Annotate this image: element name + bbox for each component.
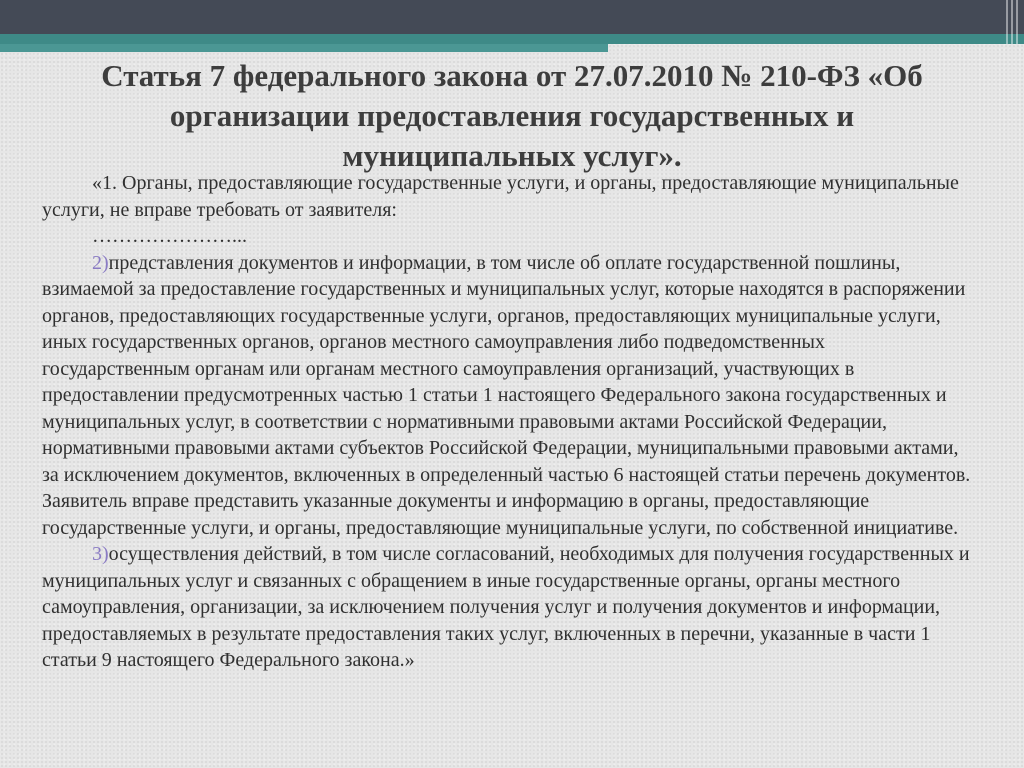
accent-stripe (0, 34, 1024, 44)
paragraph-text: «1. Органы, предоставляющие государственные услуги, и органы, предоставляющие муниципальные услуги, не вправе требовать от заявителя: (42, 172, 959, 221)
accent-band (0, 44, 608, 52)
paragraph-intro (42, 170, 972, 223)
corner-line (1006, 0, 1008, 44)
list-number: 3) (92, 543, 109, 565)
list-number: 2) (92, 251, 109, 274)
paragraph-item-2 (42, 250, 972, 542)
corner-line (1011, 0, 1013, 44)
corner-line (1016, 0, 1018, 44)
paragraph-text: …………………... (92, 225, 247, 247)
corner-decoration (988, 0, 1024, 44)
paragraph-text: представления документов и информации, в том числе об оплате государственной пошлины, взимаемой за предоставление государственных и муниципальных услуг, которые находятся в распоряжении органов, предоставляющих государственные услуги, органов, предоставляющих муниципальные услуги, иных государственных органов, органов местного самоуправления либо подведомственных государственным органам или органам местного самоуправления организаций, участвующих в предоставлении предусмотренных частью 1 статьи 1 настоящего Федерального закона государственных и муниципальных услуг, в соответствии с нормативными правовыми актами Российской Федерации, нормативными правовыми актами субъектов Российской Федерации, муниципальными правовыми актами, за исключением документов, включенных в определенный частью 6 настоящей статьи перечень документов. Заявитель вправе представить указанные документы и информацию в органы, предоставляющие государственные услуги, и органы, предоставляющие муниципальные услуги, по собственной инициативе. (42, 251, 971, 539)
paragraph-ellipsis (42, 223, 972, 250)
slide-title: Статья 7 федерального закона от 27.07.2010 № 210-ФЗ «Об организации предоставления государственных и муниципальных услуг». (101, 58, 923, 173)
paragraph-item-3 (42, 541, 972, 674)
slide-body (42, 170, 972, 674)
top-header-bar (0, 0, 1024, 34)
paragraph-text: осуществления действий, в том числе согласований, необходимых для получения государственных и муниципальных услуг и связанных с обращением в иные государственные органы, органы местного самоуправления, организации, за исключением получения услуг и получения документов и информации, предоставляемых в результате предоставления таких услуг, включенных в перечни, указанные в части 1 статьи 9 настоящего Федерального закона.» (42, 543, 970, 671)
